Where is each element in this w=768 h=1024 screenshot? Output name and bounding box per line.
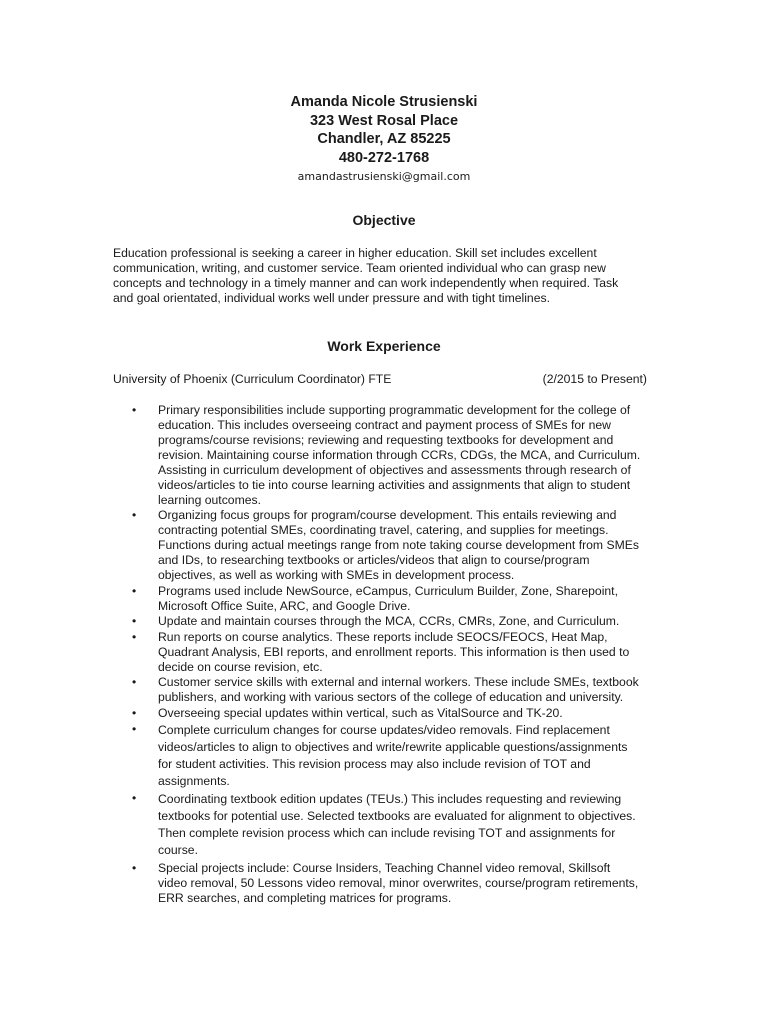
job-dates: (2/2015 to Present) — [542, 372, 647, 386]
list-item-line: videos/articles to tie into course learning activities and assignments that align to student — [158, 478, 631, 492]
list-item-line: Programs used include NewSource, eCampus, Curriculum Builder, Zone, Sharepoint, — [158, 584, 618, 598]
list-item-line: Primary responsibilities include supporting programmatic development for the college of — [158, 403, 631, 417]
list-item-text — [158, 630, 658, 675]
list-item-line: Functions during actual meetings range from note taking course development from SMEs — [158, 538, 639, 552]
list-item-text — [158, 706, 658, 721]
list-item-line: and IDs, to researching textbooks or articles/videos that align to course/program — [158, 553, 590, 567]
work-experience-heading: Work Experience — [327, 338, 441, 354]
list-item-line: objectives, as well as working with SMEs in development process. — [158, 568, 515, 582]
list-item-line: Special projects include: Course Insiders, Teaching Channel video removal, Skillsoft — [158, 861, 611, 875]
bullet-icon: • — [132, 630, 137, 644]
city-state-zip: Chandler, AZ 85225 — [317, 131, 451, 147]
list-item-line: Assisting in curriculum development of objectives and assessments through research of — [158, 463, 631, 477]
list-item-line: Organizing focus groups for program/course development. This entails reviewing and — [158, 508, 617, 522]
bullet-icon: • — [132, 722, 137, 736]
bullet-icon: • — [132, 403, 137, 417]
bullet-icon: • — [132, 614, 137, 628]
list-item-line: Run reports on course analytics. These reports include SEOCS/FEOCS, Heat Map, — [158, 630, 608, 644]
job-employer-role: University of Phoenix (Curriculum Coordinator) FTE — [113, 372, 392, 386]
list-item-text — [158, 614, 658, 629]
list-item-line: Overseeing special updates within vertical, such as VitalSource and TK-20. — [158, 706, 563, 720]
list-item-text — [158, 722, 658, 790]
list-item-line: video removal, 50 Lessons video removal, minor overwrites, course/program retirements, — [158, 876, 639, 890]
list-item-line: textbooks for potential use. Selected textbooks are evaluated for alignment to objectives. — [158, 809, 636, 823]
list-item-line: Quadrant Analysis, EBI reports, and enrollment reports. This information is then used to — [158, 645, 630, 659]
bullet-icon: • — [132, 675, 137, 689]
list-item-line: programs/course revisions; reviewing and requesting textbooks for development and — [158, 433, 614, 447]
list-item-line: education. This includes overseeing contract and payment process of SMEs for new — [158, 418, 611, 432]
list-item-text — [158, 861, 658, 906]
list-item-line: course. — [158, 843, 198, 857]
bullet-icon: • — [132, 861, 137, 875]
full-name: Amanda Nicole Strusienski — [290, 94, 478, 110]
bullet-icon: • — [132, 584, 137, 598]
objective-heading: Objective — [352, 212, 416, 228]
list-item-text — [158, 403, 658, 508]
objective-line: and goal orientated, individual works well under pressure and with tight timelines. — [113, 291, 550, 305]
list-item-text — [158, 675, 658, 705]
job-entry — [113, 372, 647, 387]
bullet-icon: • — [132, 706, 137, 720]
objective-line: communication, writing, and customer service. Team oriented individual who can grasp new — [113, 261, 606, 275]
list-item-line: Customer service skills with external and internal workers. These include SMEs, textbook — [158, 675, 639, 689]
list-item-line: Update and maintain courses through the MCA, CCRs, CMRs, Zone, and Curriculum. — [158, 614, 620, 628]
list-item-line: ERR searches, and completing matrices for programs. — [158, 891, 452, 905]
objective-line: concepts and technology in a timely manner and can work independently when required. Task — [113, 276, 619, 290]
list-item-line: Coordinating textbook edition updates (TEUs.) This includes requesting and reviewing — [158, 792, 622, 806]
list-item-line: Complete curriculum changes for course updates/video removals. Find replacement — [158, 723, 610, 737]
phone-number: 480-272-1768 — [338, 149, 430, 166]
list-item-text — [158, 508, 658, 583]
bullet-icon: • — [132, 508, 137, 522]
list-item-line: videos/articles to align to objectives and write/rewrite applicable questions/assignments — [158, 740, 628, 754]
list-item-line: learning outcomes. — [158, 493, 261, 507]
objective-line: Education professional is seeking a career in higher education. Skill set includes excellent — [113, 246, 597, 260]
list-item-line: for student activities. This revision process may also include revision of TOT and — [158, 757, 591, 771]
objective-paragraph — [113, 246, 653, 306]
list-item-text — [158, 791, 658, 859]
list-item-text — [158, 584, 658, 614]
list-item-line: decide on course revision, etc. — [158, 660, 323, 674]
bullet-icon: • — [132, 791, 137, 805]
list-item-line: Microsoft Office Suite, ARC, and Google Drive. — [158, 599, 411, 613]
list-item-line: assignments. — [158, 774, 230, 788]
street-address: 323 West Rosal Place — [309, 112, 459, 129]
contact-header — [0, 93, 768, 185]
list-item-line: Then complete revision process which can include revising TOT and assignments for — [158, 826, 616, 840]
list-item-line: revision. Maintaining course information through CCRs, CDGs, the MCA, and Curriculum. — [158, 448, 641, 462]
email-address: amandastrusienski@gmail.com — [297, 170, 471, 183]
list-item-line: contracting potential SMEs, coordinating travel, catering, and supplies for meetings. — [158, 523, 609, 537]
list-item-line: publishers, and working with various sectors of the college of education and university. — [158, 690, 624, 704]
